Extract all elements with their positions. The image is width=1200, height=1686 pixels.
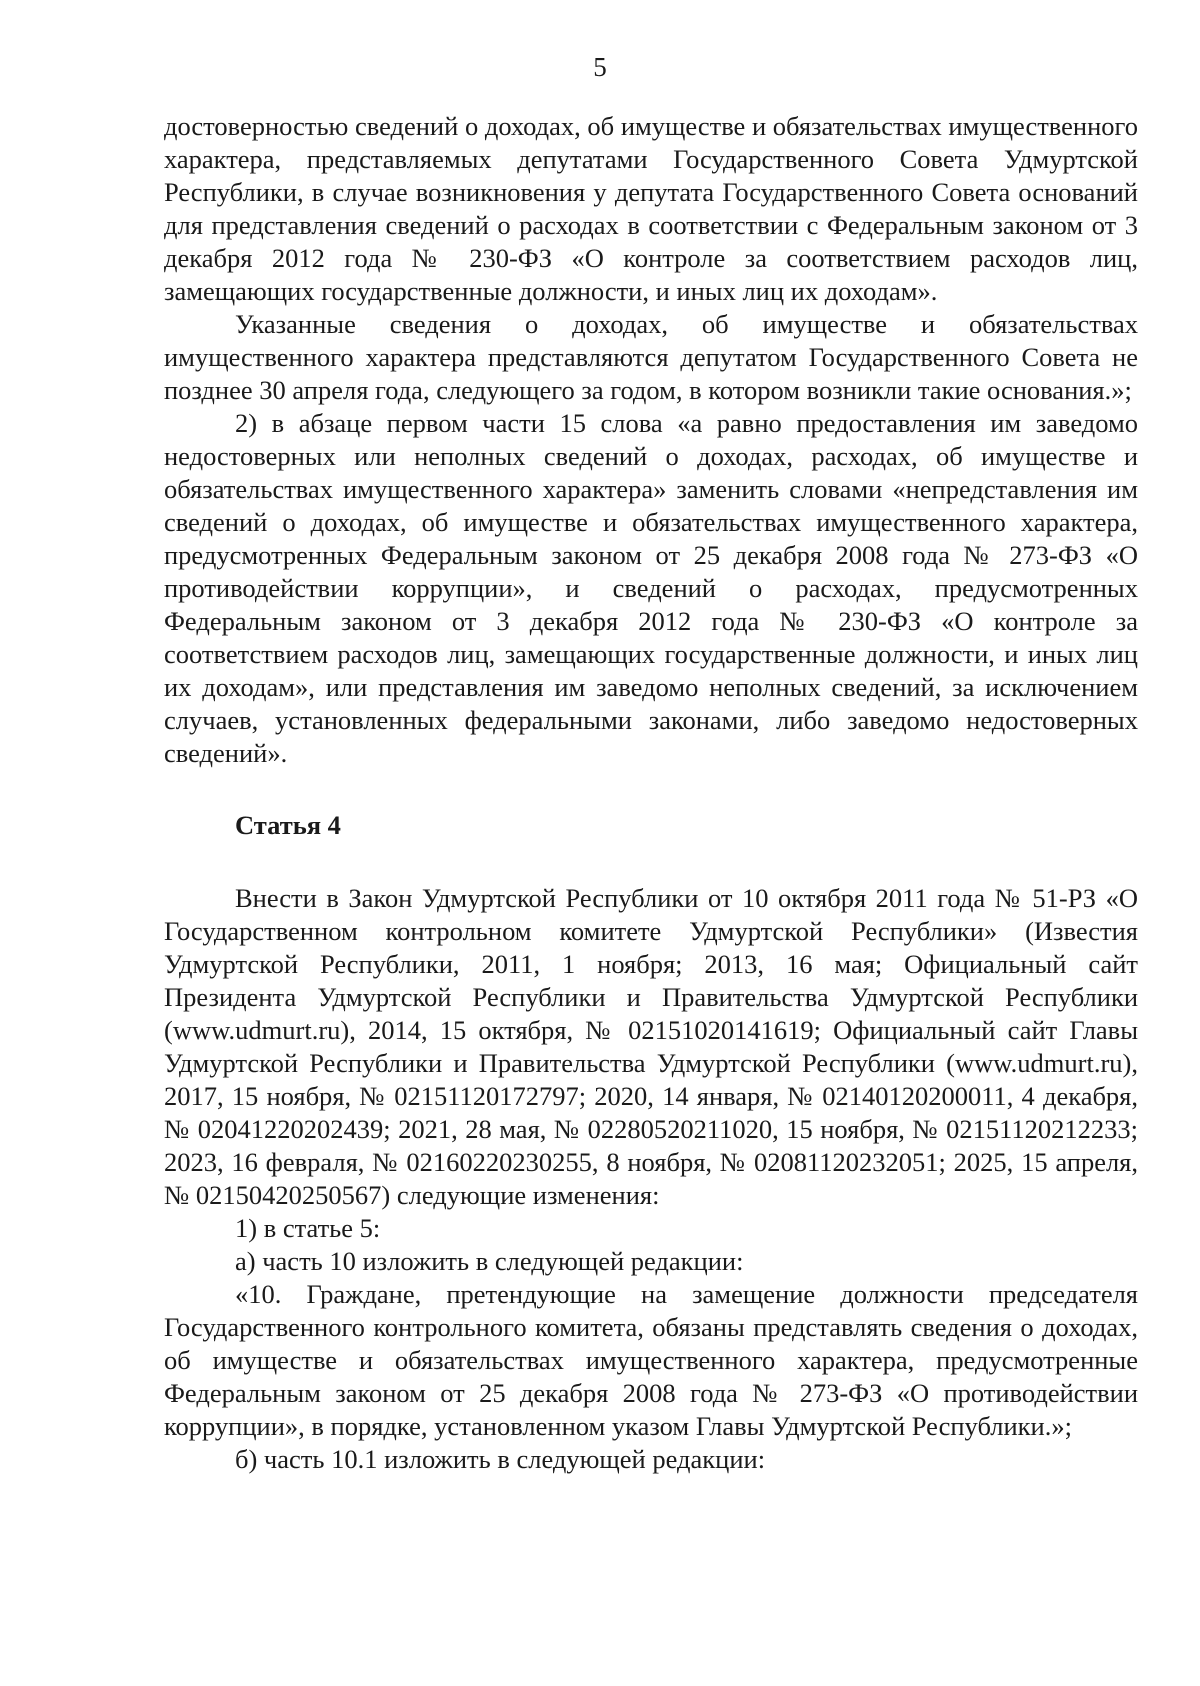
paragraph-continuation: достоверностью сведений о доходах, об имуществе и обязательствах имущественного характера, представляемых депутатами Государственного Совета Удмуртской Республики, в случае возникновения у депутата Государственного Совета оснований для представления сведений о расходах в соответствии с Федеральным законом от 3 декабря 2012 года № 230-ФЗ «О контроле за соответствием расходов лиц, замещающих государственные должности, и иных лиц их доходам». [164, 111, 1138, 306]
paragraph: Указанные сведения о доходах, об имуществе и обязательствах имущественного характера представляются депутатом Государственного Совета не позднее 30 апреля года, следующего за годом, в котором возникли такие основания.»; [164, 309, 1138, 405]
paragraph: 2) в абзаце первом части 15 слова «а равно предоставления им заведомо недостоверных или неполных сведений о доходах, расходах, об имуществе и обязательствах имущественного характера» заменить словами «непредставления им сведений о доходах, об имуществе и обязательствах имущественного характера, предусмотренных Федеральным законом от 25 декабря 2008 года № 273-ФЗ «О противодействии коррупции», и сведений о расходах, предусмотренных Федеральным законом от 3 декабря 2012 года № 230-ФЗ «О контроле за соответствием расходов лиц, замещающих государственные должности, и иных лиц их доходам», или представления им заведомо неполных сведений, за исключением случаев, установленных федеральными законами, либо заведомо недостоверных сведений». [164, 408, 1138, 768]
paragraph: 1) в статье 5: [235, 1213, 381, 1243]
page-number: 5 [593, 52, 607, 82]
article-heading: Статья 4 [235, 810, 341, 840]
paragraph: б) часть 10.1 изложить в следующей редакции: [235, 1444, 766, 1474]
paragraph: «10. Граждане, претендующие на замещение должности председателя Государственного контрольного комитета, обязаны представлять сведения о доходах, об имуществе и обязательствах имущественного характера, предусмотренные Федеральным законом от 25 декабря 2008 года № 273-ФЗ «О противодействии коррупции», в порядке, установленном указом Главы Удмуртской Республики.»; [164, 1279, 1138, 1441]
paragraph: а) часть 10 изложить в следующей редакции: [235, 1246, 744, 1276]
document-body [164, 110, 1138, 1476]
paragraph: Внести в Закон Удмуртской Республики от 10 октября 2011 года № 51-РЗ «О Государственном контрольном комитете Удмуртской Республики» (Известия Удмуртской Республики, 2011, 1 ноября; 2013, 16 мая; Официальный сайт Президента Удмуртской Республики и Правительства Удмуртской Республики (www.udmurt.ru), 2014, 15 октября, № 02151020141619; Официальный сайт Главы Удмуртской Республики и Правительства Удмуртской Республики (www.udmurt.ru), 2017, 15 ноября, № 02151120172797; 2020, 14 января, № 02140120200011, 4 декабря, № 02041220202439; 2021, 28 мая, № 02280520211020, 15 ноября, № 02151120212233; 2023, 16 февраля, № 02160220230255, 8 ноября, № 02081120232051; 2025, 15 апреля, № 02150420250567) следующие изменения: [164, 883, 1138, 1210]
